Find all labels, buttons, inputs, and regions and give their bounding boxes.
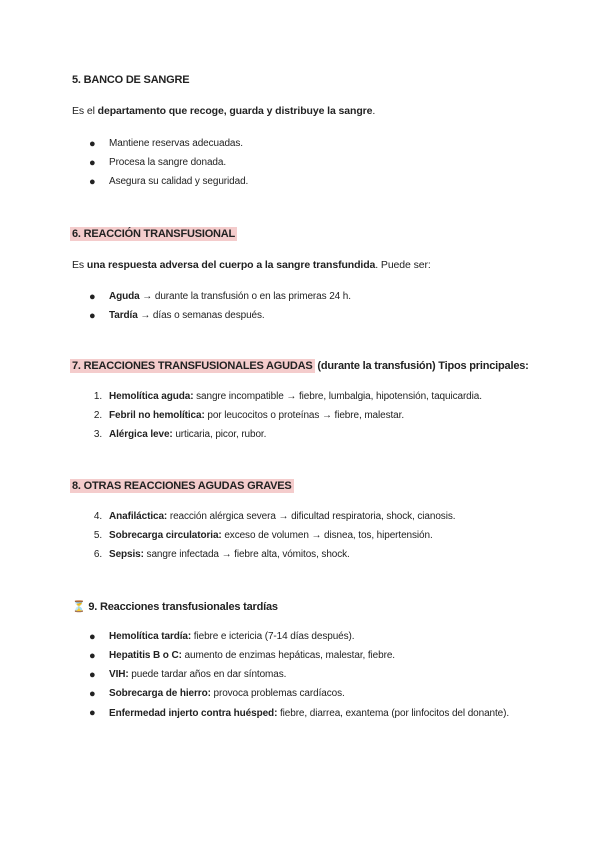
bullet-icon: ● xyxy=(89,650,96,662)
bullet-icon: ● xyxy=(89,707,96,719)
section-6-intro: Es una respuesta adversa del cuerpo a la sangre transfundida. Puede ser: xyxy=(72,259,431,271)
bullet-icon: ● xyxy=(89,669,96,681)
list-item: 3. Alérgica leve: urticaria, picor, rubor. xyxy=(93,429,267,440)
list-item: ● Sobrecarga de hierro: provoca problemas cardíacos. xyxy=(89,688,345,700)
list-item: 6. Sepsis: sangre infectada → fiebre alta, vómitos, shock. xyxy=(93,549,350,560)
bullet-icon: ● xyxy=(89,176,96,188)
list-item: 5. Sobrecarga circulatoria: exceso de volumen → disnea, tos, hipertensión. xyxy=(93,530,433,541)
bullet-icon: ● xyxy=(89,138,96,150)
list-item: ● Hepatitis B o C: aumento de enzimas hepáticas, malestar, fiebre. xyxy=(89,650,395,662)
section-5-intro: Es el departamento que recoge, guarda y distribuye la sangre. xyxy=(72,105,376,117)
list-item: 1. Hemolítica aguda: sangre incompatible → fiebre, lumbalgia, hipotensión, taquicardia. xyxy=(93,391,482,402)
list-item: ● Hemolítica tardía: fiebre e ictericia (7-14 días después). xyxy=(89,631,355,643)
section-5-heading: 5. BANCO DE SANGRE xyxy=(72,74,190,86)
list-item: ● VIH: puede tardar años en dar síntomas. xyxy=(89,669,287,681)
hourglass-icon: ⏳ xyxy=(72,601,86,613)
bullet-icon: ● xyxy=(89,291,96,303)
section-9-heading: ⏳ 9. Reacciones transfusionales tardías xyxy=(72,601,278,613)
bullet-icon: ● xyxy=(89,310,96,322)
bullet-icon: ● xyxy=(89,688,96,700)
list-item: ● Procesa la sangre donada. xyxy=(89,157,227,169)
list-item: ● Aguda → durante la transfusión o en las primeras 24 h. xyxy=(89,291,351,303)
list-item: 2. Febril no hemolítica: por leucocitos o proteínas → fiebre, malestar. xyxy=(93,410,404,421)
list-item: 4. Anafiláctica: reacción alérgica severa → dificultad respiratoria, shock, cianosis. xyxy=(93,511,456,522)
section-7-heading: 7. REACCIONES TRANSFUSIONALES AGUDAS (durante la transfusión) Tipos principales: xyxy=(72,360,529,372)
section-8-heading: 8. OTRAS REACCIONES AGUDAS GRAVES xyxy=(72,480,292,492)
list-item: ● Enfermedad injerto contra huésped: fiebre, diarrea, exantema (por linfocitos del donante). xyxy=(109,704,525,723)
bullet-icon: ● xyxy=(89,631,96,643)
list-item: ● Asegura su calidad y seguridad. xyxy=(89,176,249,188)
section-6-heading: 6. REACCIÓN TRANSFUSIONAL xyxy=(72,228,236,240)
list-item: ● Mantiene reservas adecuadas. xyxy=(89,138,243,150)
bullet-icon: ● xyxy=(89,157,96,169)
list-item: ● Tardía → días o semanas después. xyxy=(89,310,265,322)
